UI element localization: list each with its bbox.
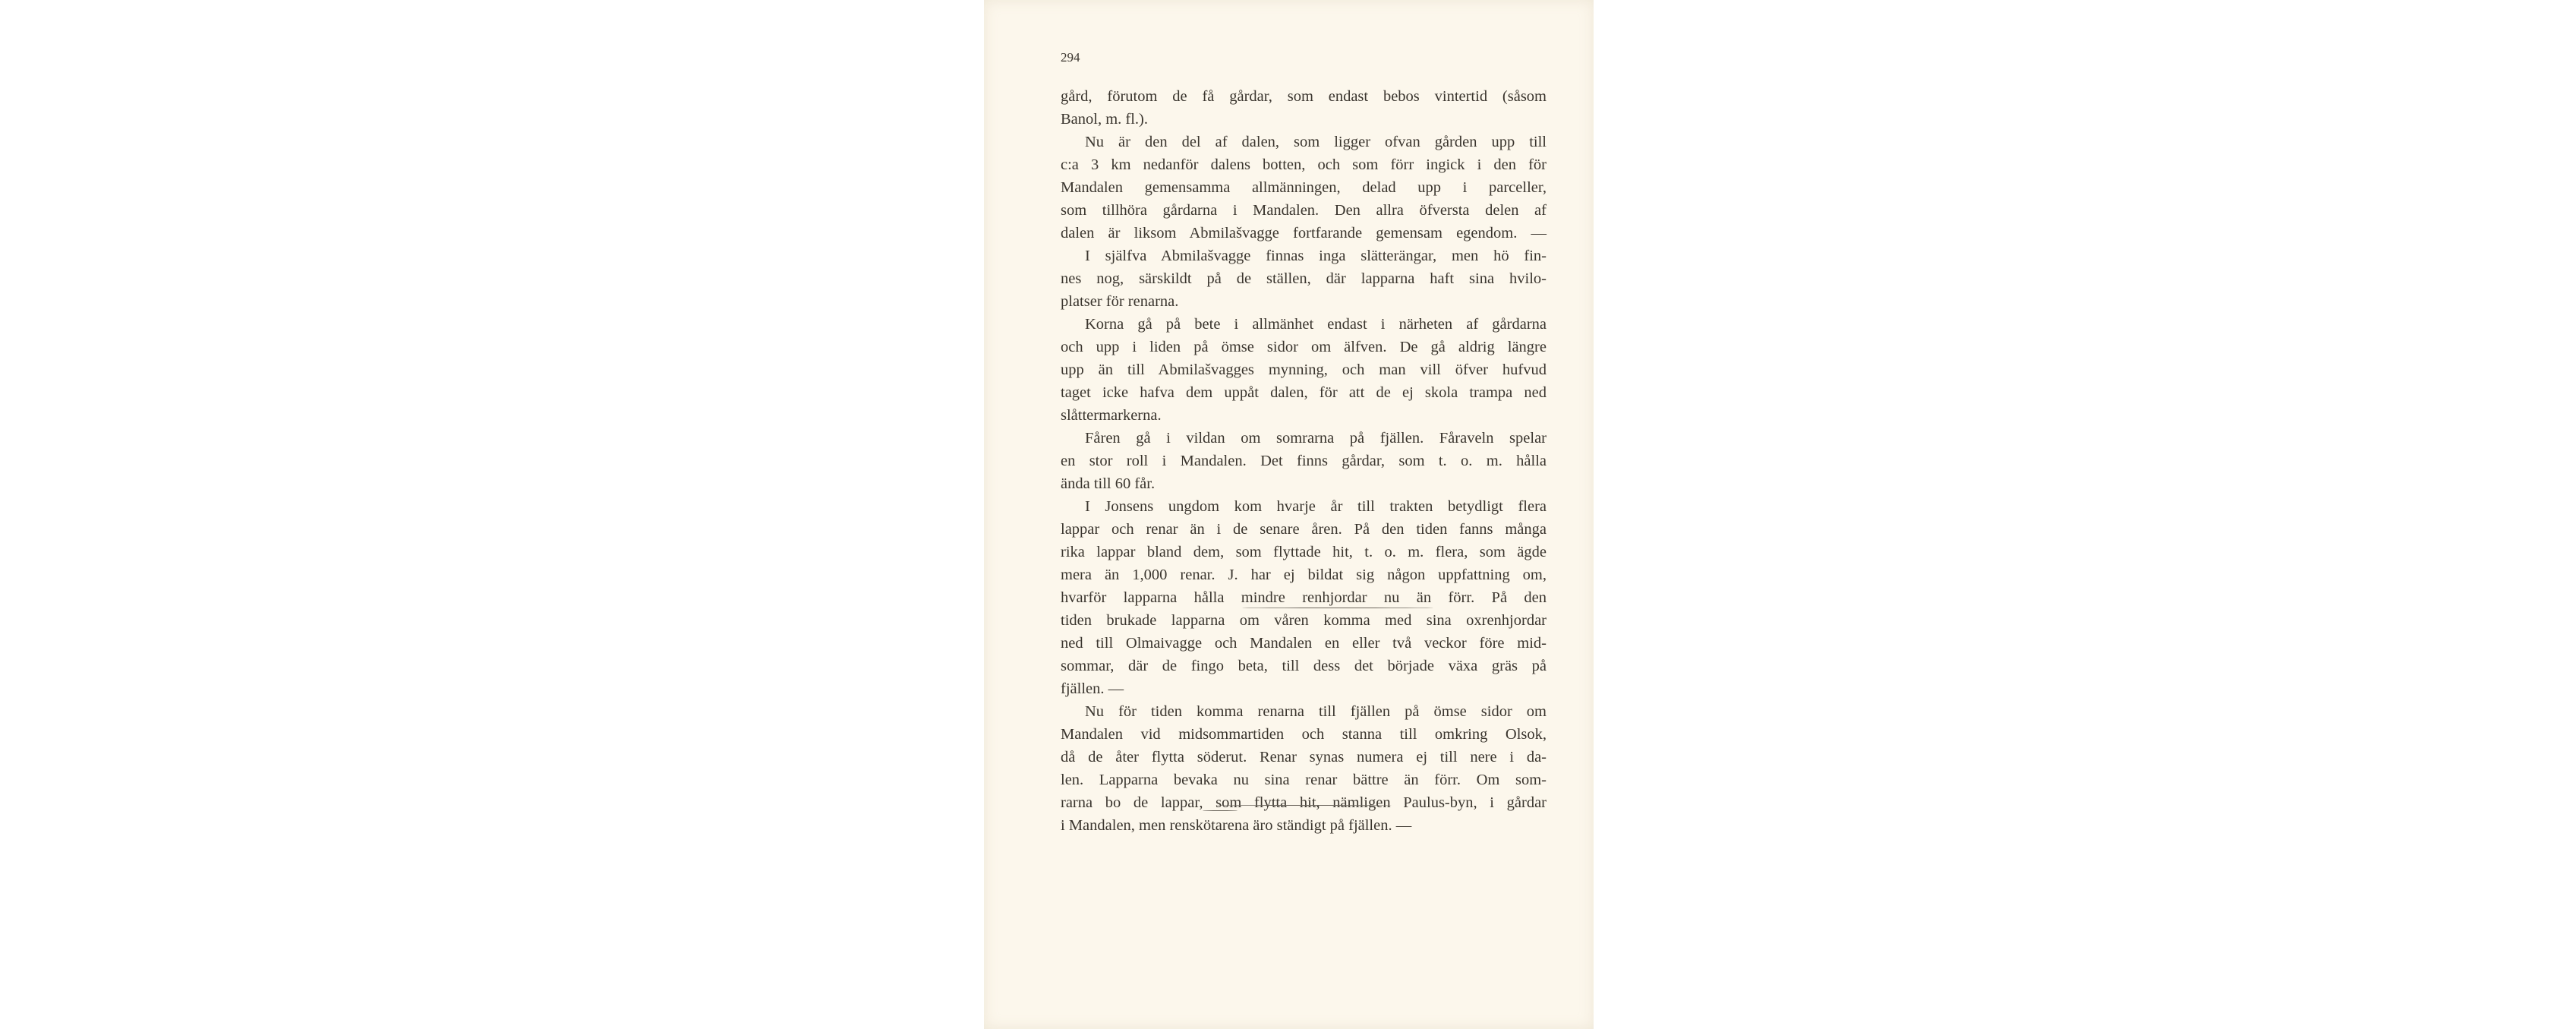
text-line: ned till Olmaivagge och Mandalen en eller två veckor före mid-	[1061, 635, 1547, 652]
text-line: ända till 60 får.	[1061, 475, 1156, 492]
text-line: i Mandalen, men renskötarena äro ständigt på fjällen. —	[1061, 817, 1412, 834]
text-line: taget icke hafva dem uppåt dalen, för att de ej skola trampa ned	[1061, 384, 1547, 401]
book-page	[984, 0, 1594, 1029]
text-line: I själfva Abmilašvagge finnas inga slätterängar, men hö fin-	[1085, 248, 1547, 264]
text-line: Banol, m. fl.).	[1061, 111, 1149, 128]
text-line: mera än 1,000 renar. J. har ej bildat sig någon uppfattning om,	[1061, 567, 1547, 583]
text-line: rarna bo de lappar, som flytta hit, nämligen Paulus-byn, i gårdar	[1061, 794, 1547, 811]
text-line: Fåren gå i vildan om somrarna på fjällen. Fåraveln spelar	[1085, 430, 1547, 447]
text-line: Korna gå på bete i allmänhet endast i närheten af gårdarna	[1085, 316, 1547, 333]
text-line: fjällen. —	[1061, 680, 1124, 697]
text-line: hvarför lapparna hålla mindre renhjordar nu än förr. På den	[1061, 589, 1547, 606]
text-line: Mandalen vid midsommartiden och stanna till omkring Olsok,	[1061, 726, 1547, 743]
pencil-underline	[1215, 805, 1392, 806]
text-line: I Jonsens ungdom kom hvarje år till trakten betydligt flera	[1085, 498, 1547, 515]
text-line: som tillhöra gårdarna i Mandalen. Den allra öfversta delen af	[1061, 202, 1547, 219]
text-line: c:a 3 km nedanför dalens botten, och som förr ingick i den för	[1061, 156, 1547, 173]
text-line: dalen är liksom Abmilašvagge fortfarande gemensam egendom. —	[1061, 225, 1547, 241]
text-line: rika lappar bland dem, som flyttade hit, t. o. m. flera, som ägde	[1061, 544, 1547, 560]
text-line: upp än till Abmilašvagges mynning, och man vill öfver hufvud	[1061, 361, 1547, 378]
text-line: slåttermarkerna.	[1061, 407, 1162, 424]
page-number: 294	[1061, 50, 1080, 65]
text-line: Nu är den del af dalen, som ligger ofvan gården upp till	[1085, 134, 1547, 150]
text-line: en stor roll i Mandalen. Det finns gårdar, som t. o. m. hålla	[1061, 453, 1547, 469]
text-line: nes nog, särskildt på de ställen, där lapparna haft sina hvilo-	[1061, 270, 1547, 287]
text-line: platser för renarna.	[1061, 293, 1179, 310]
text-line: Mandalen gemensamma allmänningen, delad upp i parceller,	[1061, 179, 1547, 196]
text-line: tiden brukade lapparna om våren komma med sina oxrenhjordar	[1061, 612, 1547, 629]
text-line: och upp i liden på ömse sidor om älfven. De gå aldrig längre	[1061, 339, 1547, 355]
text-line: sommar, där de fingo beta, till dess det började växa gräs på	[1061, 658, 1547, 674]
text-line: Nu för tiden komma renarna till fjällen på ömse sidor om	[1085, 703, 1547, 720]
text-line: len. Lapparna bevaka nu sina renar bättre än förr. Om som-	[1061, 772, 1547, 788]
text-line: gård, förutom de få gårdar, som endast bebos vintertid (såsom	[1061, 88, 1547, 105]
text-line: då de åter flytta söderut. Renar synas numera ej till nere i da-	[1061, 749, 1547, 765]
pencil-underline	[1203, 810, 1238, 811]
text-line: lappar och renar än i de senare åren. På den tiden fanns många	[1061, 521, 1547, 538]
